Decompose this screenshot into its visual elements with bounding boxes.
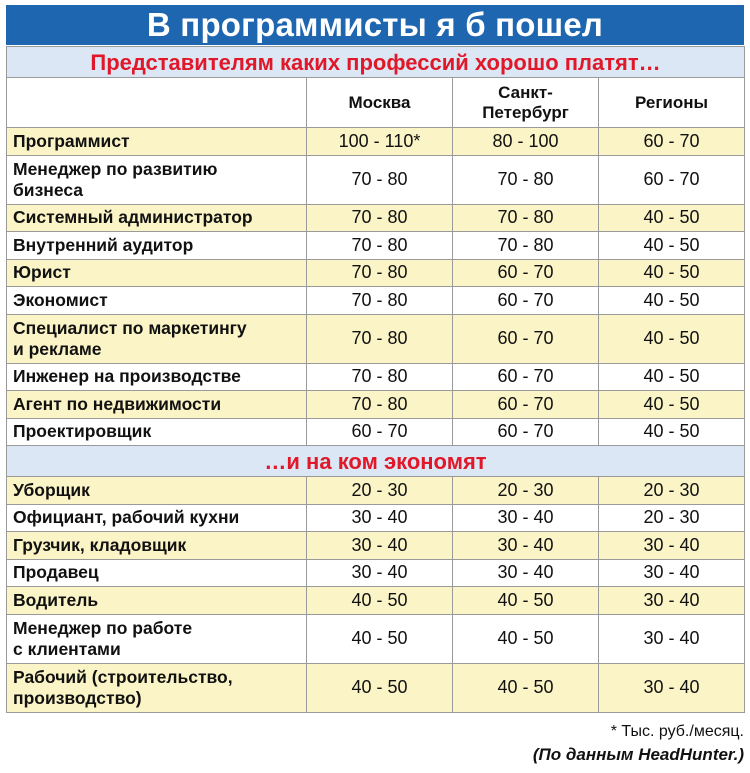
- salary-cell: 70 - 80: [453, 155, 599, 204]
- salary-cell: 20 - 30: [453, 477, 599, 505]
- salary-cell: 60 - 70: [453, 363, 599, 391]
- salary-cell: 30 - 40: [599, 559, 745, 587]
- salary-cell: 40 - 50: [599, 204, 745, 232]
- table-row: [7, 532, 745, 560]
- table-row: [7, 614, 745, 663]
- salary-cell: 40 - 50: [307, 614, 453, 663]
- salary-cell: 60 - 70: [453, 418, 599, 446]
- section-heading-economy-text: …и на ком экономят: [7, 446, 745, 477]
- salary-cell: 70 - 80: [307, 287, 453, 315]
- table-row: [7, 391, 745, 419]
- salary-cell: 70 - 80: [307, 314, 453, 363]
- salary-cell: 70 - 80: [307, 232, 453, 260]
- table-row: [7, 477, 745, 505]
- profession-cell: Менеджер по работе с клиентами: [7, 614, 307, 663]
- table-row: [7, 314, 745, 363]
- salary-cell: 30 - 40: [599, 532, 745, 560]
- profession-cell: Проектировщик: [7, 418, 307, 446]
- salary-cell: 40 - 50: [453, 587, 599, 615]
- salary-cell: 40 - 50: [599, 259, 745, 287]
- column-header-0: Москва: [307, 78, 453, 128]
- subtitle: [7, 47, 745, 78]
- profession-cell: Системный администратор: [7, 204, 307, 232]
- salary-cell: 60 - 70: [453, 391, 599, 419]
- table-row: [7, 363, 745, 391]
- salary-cell: 30 - 40: [599, 587, 745, 615]
- salary-cell: 40 - 50: [307, 663, 453, 712]
- table-row: [7, 204, 745, 232]
- salary-cell: 40 - 50: [599, 418, 745, 446]
- salary-cell: 40 - 50: [599, 363, 745, 391]
- profession-cell: Водитель: [7, 587, 307, 615]
- salary-cell: 20 - 30: [599, 477, 745, 505]
- salary-cell: 30 - 40: [307, 532, 453, 560]
- salary-cell: 70 - 80: [307, 391, 453, 419]
- profession-cell: Программист: [7, 128, 307, 156]
- salary-cell: 70 - 80: [307, 259, 453, 287]
- profession-cell: Внутренний аудитор: [7, 232, 307, 260]
- table-row: [7, 587, 745, 615]
- table-row: [7, 504, 745, 532]
- salary-cell: 30 - 40: [307, 504, 453, 532]
- salary-cell: 70 - 80: [307, 155, 453, 204]
- subtitle-text: Представителям каких профессий хорошо платят…: [7, 47, 745, 78]
- column-header-row: [7, 78, 745, 128]
- profession-cell: Менеджер по развитию бизнеса: [7, 155, 307, 204]
- salary-cell: 40 - 50: [599, 287, 745, 315]
- salary-cell: 70 - 80: [307, 363, 453, 391]
- table-row: [7, 418, 745, 446]
- salary-cell: 70 - 80: [453, 232, 599, 260]
- salary-cell: 20 - 30: [599, 504, 745, 532]
- table-row: [7, 287, 745, 315]
- profession-cell: Грузчик, кладовщик: [7, 532, 307, 560]
- salary-table: [6, 46, 745, 713]
- header-blank-cell: [7, 78, 307, 128]
- column-header-2: Регионы: [599, 78, 745, 128]
- footnote: * Тыс. руб./месяц.: [610, 723, 744, 740]
- salary-cell: 30 - 40: [599, 663, 745, 712]
- profession-cell: Продавец: [7, 559, 307, 587]
- salary-cell: 40 - 50: [599, 391, 745, 419]
- profession-cell: Специалист по маркетингу и рекламе: [7, 314, 307, 363]
- salary-cell: 40 - 50: [599, 314, 745, 363]
- salary-cell: 60 - 70: [453, 287, 599, 315]
- salary-cell: 20 - 30: [307, 477, 453, 505]
- section-heading-economy: [7, 446, 745, 477]
- salary-cell: 40 - 50: [307, 587, 453, 615]
- profession-cell: Инженер на производстве: [7, 363, 307, 391]
- salary-cell: 40 - 50: [453, 614, 599, 663]
- salary-cell: 70 - 80: [453, 204, 599, 232]
- salary-cell: 70 - 80: [307, 204, 453, 232]
- table-row: [7, 259, 745, 287]
- salary-cell: 30 - 40: [453, 559, 599, 587]
- salary-cell: 40 - 50: [599, 232, 745, 260]
- table-row: [7, 232, 745, 260]
- table-row: [7, 128, 745, 156]
- salary-cell: 60 - 70: [307, 418, 453, 446]
- profession-cell: Юрист: [7, 259, 307, 287]
- salary-cell: 60 - 70: [599, 155, 745, 204]
- source-note: (По данным HeadHunter.): [532, 745, 744, 764]
- salary-cell: 60 - 70: [599, 128, 745, 156]
- table-row: [7, 155, 745, 204]
- salary-cell: 30 - 40: [307, 559, 453, 587]
- column-header-1: Санкт- Петербург: [453, 78, 599, 128]
- salary-cell: 30 - 40: [599, 614, 745, 663]
- salary-cell: 30 - 40: [453, 504, 599, 532]
- salary-cell: 100 - 110*: [307, 128, 453, 156]
- salary-cell: 80 - 100: [453, 128, 599, 156]
- table-row: [7, 663, 745, 712]
- page-title: В программисты я б пошел: [6, 5, 744, 45]
- profession-cell: Уборщик: [7, 477, 307, 505]
- salary-cell: 40 - 50: [453, 663, 599, 712]
- profession-cell: Рабочий (строительство, производство): [7, 663, 307, 712]
- salary-cell: 60 - 70: [453, 314, 599, 363]
- salary-cell: 30 - 40: [453, 532, 599, 560]
- profession-cell: Официант, рабочий кухни: [7, 504, 307, 532]
- salary-cell: 60 - 70: [453, 259, 599, 287]
- profession-cell: Экономист: [7, 287, 307, 315]
- table-row: [7, 559, 745, 587]
- profession-cell: Агент по недвижимости: [7, 391, 307, 419]
